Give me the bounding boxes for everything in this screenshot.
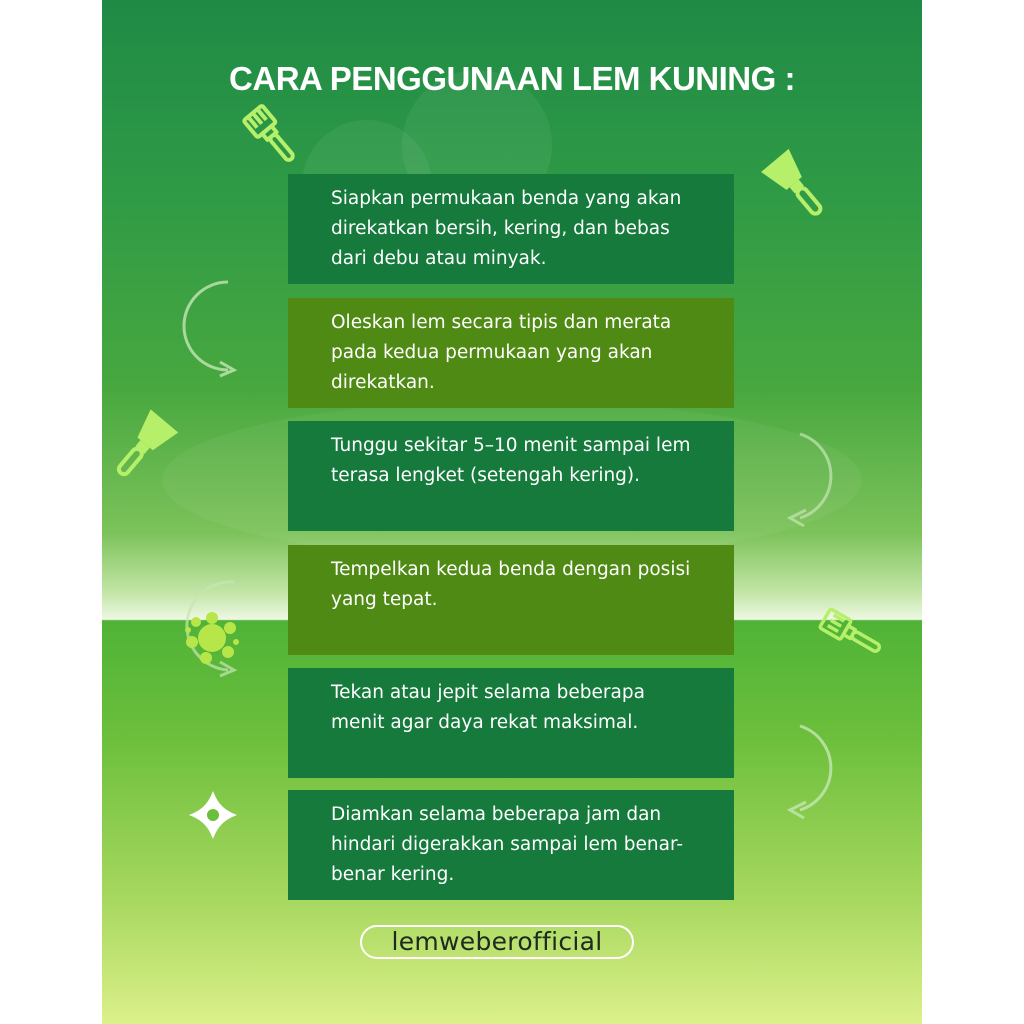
paint-brush-icon bbox=[236, 100, 308, 172]
step-4: Tempelkan kedua benda dengan posisi yang tepat. bbox=[288, 545, 734, 655]
step-3: Tunggu sekitar 5–10 menit sampai lem terasa lengket (setengah kering). bbox=[288, 421, 734, 531]
poster bbox=[102, 0, 922, 1024]
curved-arrow-icon bbox=[782, 722, 852, 822]
putty-knife-icon bbox=[758, 148, 838, 228]
curved-arrow-icon bbox=[176, 278, 246, 378]
putty-knife-icon bbox=[102, 408, 180, 492]
curved-arrow-icon bbox=[782, 430, 852, 530]
glue-splat-icon bbox=[182, 608, 242, 668]
step-5: Tekan atau jepit selama beberapa menit agar daya rekat maksimal. bbox=[288, 668, 734, 778]
step-1: Siapkan permukaan benda yang akan direkatkan bersih, kering, dan bebas dari debu atau minyak. bbox=[288, 174, 734, 284]
flower-ornament-icon bbox=[188, 790, 238, 840]
paint-brush-icon bbox=[814, 604, 894, 668]
page-title: CARA PENGGUNAAN LEM KUNING : bbox=[229, 60, 795, 97]
step-6: Diamkan selama beberapa jam dan hindari digerakkan sampai lem benar- benar kering. bbox=[288, 790, 734, 900]
step-2: Oleskan lem secara tipis dan merata pada kedua permukaan yang akan direkatkan. bbox=[288, 298, 734, 408]
social-handle: lemweberofficial bbox=[360, 925, 634, 959]
